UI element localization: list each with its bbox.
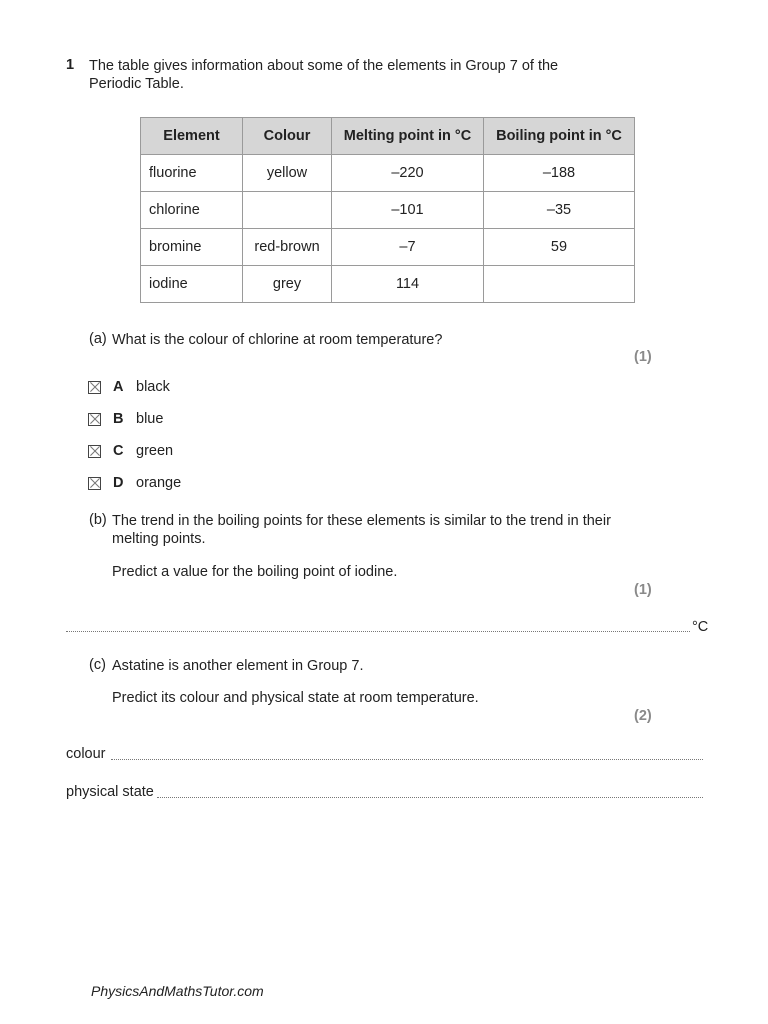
- cell-element: fluorine: [141, 155, 243, 192]
- part-b-line-2: melting points.: [112, 531, 206, 547]
- part-a-marks: (1): [634, 349, 652, 365]
- part-c-text: Astatine is another element in Group 7.: [112, 658, 364, 674]
- cell-element: bromine: [141, 229, 243, 266]
- part-c-label: (c): [89, 657, 106, 673]
- cell-melting: –101: [332, 192, 484, 229]
- answer-line-boiling-point[interactable]: [66, 631, 690, 632]
- cell-boiling: [484, 266, 635, 303]
- table-row: [141, 266, 635, 303]
- cell-element: iodine: [141, 266, 243, 303]
- part-a-question: What is the colour of chlorine at room temperature?: [112, 332, 443, 348]
- option-text: black: [136, 379, 170, 395]
- intro-line-1: The table gives information about some of the elements in Group 7 of the: [89, 58, 559, 74]
- part-b-text: [112, 512, 622, 548]
- header-colour: Colour: [243, 118, 332, 155]
- answer-line-physical-state[interactable]: [157, 797, 703, 798]
- part-b-instruction: Predict a value for the boiling point of iodine.: [112, 564, 398, 580]
- cell-colour: yellow: [243, 155, 332, 192]
- option-text: blue: [136, 411, 164, 427]
- cell-colour: [243, 192, 332, 229]
- cell-melting: –7: [332, 229, 484, 266]
- part-c-marks: (2): [634, 708, 652, 724]
- cell-melting: 114: [332, 266, 484, 303]
- cell-element: chlorine: [141, 192, 243, 229]
- option-letter: B: [113, 411, 124, 427]
- option-b[interactable]: [88, 410, 163, 428]
- option-letter: A: [113, 379, 124, 395]
- intro-line-2: Periodic Table.: [89, 76, 184, 92]
- part-b-marks: (1): [634, 582, 652, 598]
- table-row: [141, 155, 635, 192]
- checkbox-icon[interactable]: [88, 445, 101, 458]
- question-number: 1: [66, 57, 75, 73]
- table-row: [141, 192, 635, 229]
- option-text: green: [136, 443, 174, 459]
- part-b-line-1: The trend in the boiling points for these elements is similar to the trend in their: [112, 513, 611, 529]
- question-intro: [89, 57, 609, 93]
- header-boiling-point: Boiling point in °C: [484, 118, 635, 155]
- unit-label: °C: [692, 619, 709, 635]
- answer-line-colour[interactable]: [111, 759, 703, 760]
- option-c[interactable]: [88, 442, 173, 460]
- footer-brand: PhysicsAndMathsTutor.com: [91, 983, 264, 999]
- cell-colour: red-brown: [243, 229, 332, 266]
- checkbox-icon[interactable]: [88, 413, 101, 426]
- cell-colour: grey: [243, 266, 332, 303]
- table-header-row: [141, 118, 635, 155]
- part-a-label: (a): [89, 331, 107, 347]
- colour-label: colour: [66, 746, 106, 762]
- physical-state-label: physical state: [66, 784, 154, 800]
- option-letter: D: [113, 475, 124, 491]
- part-b-label: (b): [89, 512, 107, 528]
- checkbox-icon[interactable]: [88, 381, 101, 394]
- cell-boiling: –35: [484, 192, 635, 229]
- option-letter: C: [113, 443, 124, 459]
- option-d[interactable]: [88, 474, 181, 492]
- header-melting-point: Melting point in °C: [332, 118, 484, 155]
- table-row: [141, 229, 635, 266]
- cell-boiling: 59: [484, 229, 635, 266]
- option-a[interactable]: [88, 378, 170, 396]
- checkbox-icon[interactable]: [88, 477, 101, 490]
- part-c-instruction: Predict its colour and physical state at room temperature.: [112, 690, 479, 706]
- cell-melting: –220: [332, 155, 484, 192]
- group7-table: [140, 117, 635, 303]
- option-text: orange: [136, 475, 182, 491]
- header-element: Element: [141, 118, 243, 155]
- cell-boiling: –188: [484, 155, 635, 192]
